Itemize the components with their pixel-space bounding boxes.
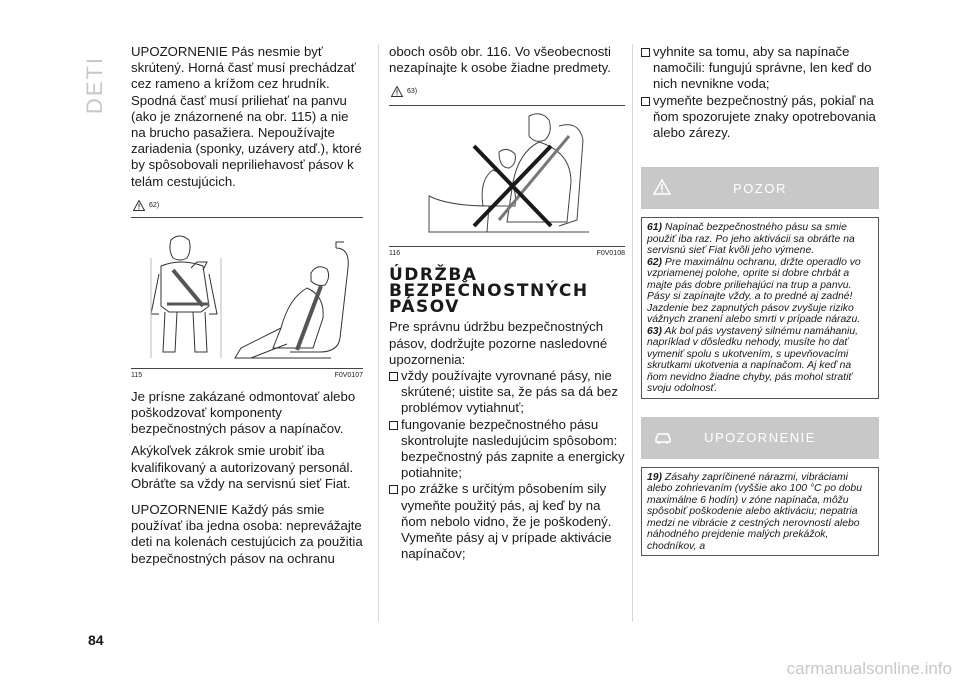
paragraph: Akýkoľvek zákrok smie urobiť iba kvalifikovaný a autorizovaný personál. Obráťte sa vždy na servisnú sieť Fiat. [131,443,354,491]
pozor-header: POZOR [641,167,879,209]
list-item: vždy používajte vyrovnané pásy, nie skrútené; uistite sa, že pás sa dá bez problémov vytiahnuť; [389,368,625,417]
warning-ref: 63) [391,86,625,97]
paragraph: UPOZORNENIE Každý pás smie používať iba jedna osoba: neprevážajte deti na kolenách cestujúcich za použitia bezpečnostných pásov na ochranu [131,502,363,566]
warning-icon [653,179,671,195]
warning-item: 61) Napínač bezpečnostného pásu sa smie použiť iba raz. Po jeho aktivácii sa obráťte na servisnú sieť Fiat kvôli jeho výmene. [647,222,855,257]
checkbox-bullet-icon [389,485,398,494]
column-2 [389,44,625,562]
figure-115 [131,217,363,369]
checkbox-bullet-icon [389,421,398,430]
column-divider [378,44,379,622]
page-number: 84 [88,632,104,648]
figure-116 [389,105,625,247]
pozor-box [641,217,879,399]
paragraph: Pre správnu údržbu bezpečnostných pásov, dodržujte pozorne nasledovné upozornenia: [389,319,608,367]
warning-item: 62) Pre maximálnu ochranu, držte operadlo vo vzpriamenej polohe, oprite si dobre chrbát a majte pás dobre priliehajúci na trup a panvu. Pásy si zapínajte vždy, a to predné aj zadné! Jazdenie bez zapnutých pásov zvyšuje riziko vážnych zranení alebo smrti v prípade nárazu. [647,256,861,326]
list-item: vyhnite sa tomu, aby sa napínače namočili: fungujú správne, len keď do nich nevnikne voda; [641,44,879,93]
figure-caption: 115 F0V0107 [131,371,363,379]
checkbox-bullet-icon [641,48,650,57]
paragraph: Je prísne zakázané odmontovať alebo poškodzovať komponenty bezpečnostných pásov a napínačov. [131,388,356,437]
warning-item: 63) Ak bol pás vystavený silnému namáhaniu, napríklad v dôsledku nehody, musíte ho dať vymeniť spolu s ukotvením, s upevňovacími skrutkami ukotvenia a napínačom. Aj keď na ňom nevidno žiadne chyby, pás mohol stratiť svoju odolnosť. [647,325,859,395]
child-on-lap-illustration [389,106,625,246]
section-heading: ÚDRŽBA BEZPEČNOSTNÝCH PÁSOV [389,265,589,318]
list-item: fungovanie bezpečnostného pásu skontrolujte nasledujúcim spôsobom: bezpečnostný pás zapnite a energicky potiahnite; [389,417,625,482]
column-divider [632,44,633,622]
paragraph: oboch osôb obr. 116. Vo všeobecnosti nezapínajte k osobe žiadne predmety. [389,44,611,76]
upozornenie-header: UPOZORNENIE [641,417,879,459]
list-item: vymeňte bezpečnostný pás, pokiaľ na ňom spozorujete znaky opotrebovania alebo zárezy. [641,93,879,142]
warning-icon [391,86,403,97]
column-3 [641,44,879,556]
checkbox-bullet-icon [389,372,398,381]
checkbox-bullet-icon [641,97,650,106]
section-tab: DETI [82,55,108,115]
list-item: po zrážke s určitým pôsobením sily vymeňte použitý pás, aj keď by na ňom nebolo vidno, že je poškodený. Vymeňte pásy aj v prípade aktivácie napínačov; [389,481,625,562]
warning-item: 19) Zásahy zapríčinené nárazmi, vibráciami alebo zohrievaním (vyššie ako 100 °C po dobu maximálne 6 hodín) v zóne napínača, môžu spôsobiť poškodenie alebo aktiváciu; nepatria medzi ne vibrácie z cestných nerovností alebo náhodného prejdenie malých prekážok, chodníkov, a [647,471,862,552]
watermark: carmanualsonline.info [786,659,952,678]
figure-caption: 116 F0V0108 [389,250,625,258]
seatbelt-illustration [131,218,363,368]
column-1 [131,44,363,567]
warning-icon [133,200,145,211]
car-warning-icon [653,429,673,445]
paragraph: UPOZORNENIE Pás nesmie byť skrútený. Horná časť musí prechádzať cez rameno a krížom cez hrudník. Spodná časť musí priliehať na panvu (ako je znázornené na obr. 115) a nie na brucho pasažiera. Nepoužívajte zariadenia (sponky, uzávery atď.), ktoré by spôsobovali nepriliehavosť pásov k telám cestujúcich. [131,44,362,189]
warning-ref: 62) [133,200,363,211]
upozornenie-box [641,467,879,557]
